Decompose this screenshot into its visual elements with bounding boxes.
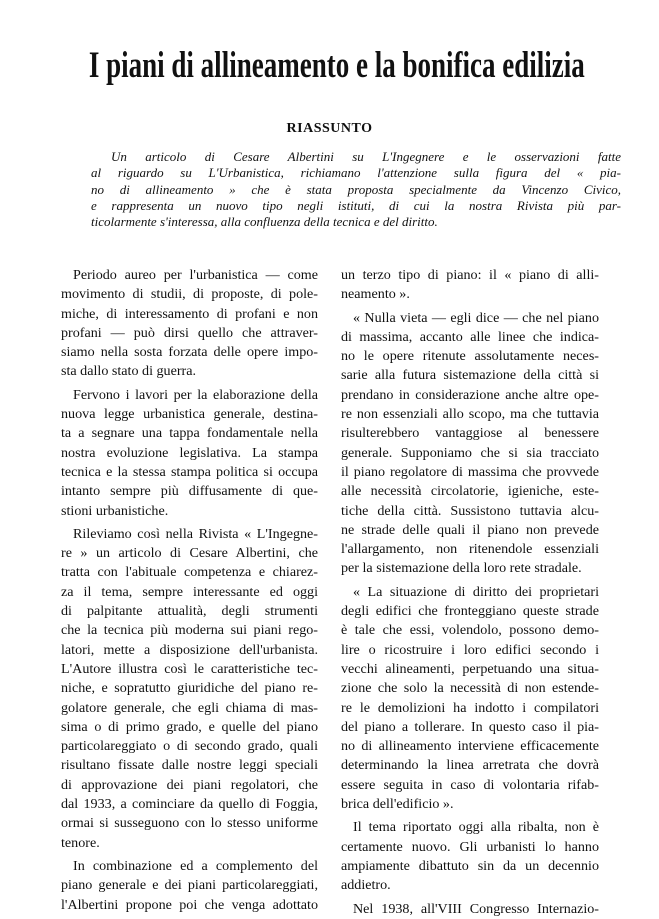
text-line: risulterebbero vantaggiose al benessere <box>341 425 599 442</box>
text-line: no le opere ritenute assolutamente neces- <box>341 348 599 365</box>
text-line: è tale che essi, volendolo, possono demo- <box>341 622 599 639</box>
text-line: tiche della città. Sussistono tuttavia alcu- <box>341 502 599 519</box>
text-line: profani — può dirsi quello che attraver- <box>61 324 318 341</box>
text-line: ormai si susseguono con lo stesso uniforme <box>61 815 318 832</box>
text-line: sarie alla futura sistemazione della città si <box>341 367 599 384</box>
text-line: movimento di studii, di proposte, di pole- <box>61 286 318 303</box>
text-line: stioni urbanistiche. <box>61 502 169 519</box>
text-line: nuova legge urbanistica generale, destina- <box>61 406 318 423</box>
text-line: latori, mette a disposizione dell'urbanista. <box>61 641 318 658</box>
text-line: addietro. <box>341 877 391 894</box>
text-line: generale. Supponiamo che si sia tracciato <box>341 444 599 461</box>
abstract-heading: RIASSUNTO <box>286 121 373 136</box>
abstract-line: al riguardo su L'Urbanistica, richiamano l'attenzione sulla figura del « pia- <box>91 165 621 181</box>
abstract-line: ticolarmente s'interessa, alla confluenza della tecnica e del diritto. <box>91 214 438 230</box>
text-line: za il tema, sempre interessante ed oggi <box>61 583 318 600</box>
text-line: di palpitante attualità, degli strumenti <box>61 603 318 620</box>
text-line: dal 1933, a cominciare da quello di Foggia, <box>61 796 318 813</box>
text-line: miche, di interessamento di profani e non <box>61 305 318 322</box>
abstract <box>91 149 621 230</box>
article-title: I piani di allineamento e la bonifica edilizia <box>88 45 585 86</box>
text-line: zione che solo la necessità di non estende- <box>341 680 599 697</box>
text-line: re non essenziali allo scopo, ma che tuttavia <box>341 406 599 423</box>
abstract-line: no di allineamento » che è stata proposta specialmente da Vincenzo Civico, <box>91 181 621 197</box>
text-line: vecchi alineamenti, perpetuando una situa- <box>341 660 599 677</box>
text-line: « La situazione di diritto dei proprietari <box>353 583 599 600</box>
text-line: L'Autore illustra così le caratteristiche tec- <box>61 660 318 677</box>
text-line: che la tecnica più moderna sui piani rego- <box>61 622 318 639</box>
text-line: l'allargamento, non ritenendole essenziali <box>341 541 599 558</box>
text-line: degli edifici che fronteggiano queste strade <box>341 603 599 620</box>
text-line: tenore. <box>61 834 100 851</box>
text-line: prendano in considerazione anche altre ope- <box>341 386 599 403</box>
text-line: ta a segnare una tappa fondamentale nella <box>61 425 318 442</box>
text-line: piano generale e dei piani particolareggiati, <box>61 877 318 894</box>
text-line: re le demolizioni ha indotto i compilatori <box>341 699 599 716</box>
text-line: golatore generale, che egli chiama di mas- <box>61 699 318 716</box>
right-column <box>341 266 599 919</box>
text-line: nostra evoluzione legislativa. La stampa <box>61 444 318 461</box>
text-line: ampiamente dibattuto sin da un decennio <box>341 857 599 874</box>
text-line: risultano fissate dalle nostre leggi speciali <box>61 757 318 774</box>
text-line: Nel 1938, all'VIII Congresso Internazio- <box>353 900 599 917</box>
text-line: sta dallo stato di guerra. <box>61 363 197 380</box>
text-line: determinando la linea arretrata che dovrà <box>341 757 599 774</box>
text-line: particolareggiato o di secondo grado, quali <box>61 738 318 755</box>
text-line: sima o di primo grado, e quelle del piano <box>61 718 318 735</box>
text-line: In combinazione ed a complemento del <box>73 857 318 874</box>
text-line: per la sistemazione della loro rete stradale. <box>341 560 582 577</box>
text-line: del piano a tollerare. In questo caso il pia- <box>341 718 599 735</box>
text-line: Il tema riportato oggi alla ribalta, non è <box>353 819 599 836</box>
text-line: tratta con l'abituale competenza e chiarez- <box>61 564 318 581</box>
text-line: no di allineamento interviene efficacemente <box>341 738 599 755</box>
abstract-line: Un articolo di Cesare Albertini su L'Ingegnere e le osservazioni fatte <box>111 149 621 164</box>
text-line: di massima, accanto alle linee che indica- <box>341 328 599 345</box>
text-line: alle necessità circolatorie, igieniche, este- <box>341 483 599 500</box>
text-line: l'Albertini propone poi che venga adottato <box>61 896 318 913</box>
text-line: certamente nuovo. Gli urbanisti lo hanno <box>341 838 599 855</box>
text-line: il piano regolatore di massima che provvede <box>341 463 599 480</box>
text-line: tecnica e la stessa stampa politica si occupa <box>61 463 318 480</box>
text-line: « Nulla vieta — egli dice — che nel piano <box>353 309 599 326</box>
text-line: Periodo aureo per l'urbanistica — come <box>73 267 318 283</box>
text-line: brica dell'edificio ». <box>341 796 454 813</box>
text-line: re » un articolo di Cesare Albertini, che <box>61 545 318 562</box>
left-column <box>61 266 318 915</box>
text-line: di approvazione dei piani regolatori, che <box>61 776 318 793</box>
text-line: Fervono i lavori per la elaborazione della <box>73 386 318 403</box>
text-line: intanto sempre più diffusamente di que- <box>61 483 318 500</box>
text-line: lire o ricostruire i loro edifici secondo i <box>341 641 599 658</box>
text-line: ne strade delle quali il piano non prevede <box>341 521 599 538</box>
text-line: Rileviamo così nella Rivista « L'Ingegne- <box>73 525 318 542</box>
text-line: essere seguita in caso di volontaria rifab- <box>341 776 599 793</box>
text-line: siamo nella sosta forzata delle opere impo- <box>61 344 318 361</box>
abstract-line: e rappresenta un nuovo tipo negli istituti, di cui la nostra Rivista più par- <box>91 197 621 213</box>
text-line: niche, e sopratutto giuridiche del piano re- <box>61 680 318 697</box>
text-line: neamento ». <box>341 286 410 303</box>
text-line: un terzo tipo di piano: il « piano di alli- <box>341 267 599 283</box>
